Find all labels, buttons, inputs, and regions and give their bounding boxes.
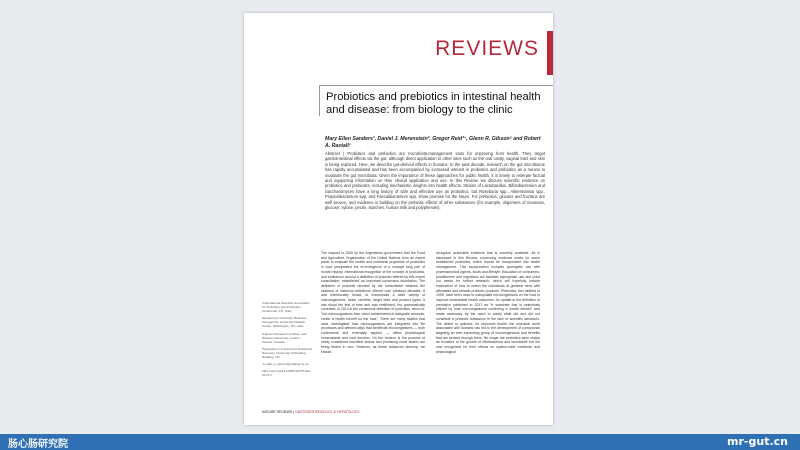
bottom-banner [0, 434, 800, 450]
affiliation-1: ¹International Scientific Association for Probiotics and Prebiotics, Centennial, CO, USA. [262, 301, 310, 314]
affiliation-3: ³Lawson Research Institute, and Western University, London, Ontario, Canada. [262, 331, 307, 344]
abstract-text: Abstract | Probiotics and prebiotics are microbiota-management tools for improving host health. They target gastrointestinal effects via the gut, although direct application to other sites such as the oral cavity, vaginal tract and skin is being explored. Here, we describe gut-derived effects in humans. In the past decade, research on the gut microbiome has rapidly accumulated and has been accompanied by increased interest in probiotics and prebiotics as a means to modulate the gut microbiota. Given the importance of these approaches for public health, it is timely to reiterate factual and supporting information on their clinical application and use. In this Review, we discuss scientific evidence on probiotics and prebiotics, including mechanistic insights into health effects. Strains of Lactobacillus, Bifidobacterium and Saccharomyces have a long history of safe and effective use as probiotics, but Roseburia spp., Akkermansia spp., Propionibacterium spp. and Faecalibacterium spp. show promise for the future. For prebiotics, glucans and fructans are well proven, and evidence is building on the prebiotic effects of other substances (for example, oligomers of mannose, glucose, xylose, pectin, starches, human milk and polyphenols). [325, 151, 545, 211]
affiliations [262, 301, 312, 380]
correspondence-email[interactable]: *e-mail: g.r.gibson@reading.ac.uk [262, 362, 309, 367]
affiliation-2: ²Department of Family Medicine, Georgetown University Medical Center, Washington, DC, USA. [262, 316, 307, 329]
brand-name: 肠心肠研究院 [8, 439, 68, 450]
body-column-right: recognize actionable evidence that is currently available. As is discussed in this Review, convincing evidence exists for some established probiotics, which should be incorporated into health management. This incorporation includes synergistic use with pharmaceutical agents, foods and lifestyle. Education of consumers, practitioners and regulators will facilitate appropriate use and point out needs for further research, which will hopefully include exploration of how to match the individuals at greatest need with affordable and reliable probiotic products. Prebiotics, first defined in 1995, have been used to manipulate microorganisms on the host to improve measurable health outcomes. An update to the definition of prebiotics published in 2017 as "a substrate that is selectively utilized by host microorganisms conferring a health benefit" was made necessary by the need to clarify what did and did not constitute a prebiotic substance in the face of scientific advances. The desire to optimize, for improved health, the microbial world associated with humans has led to the development of compounds targeting an ever-expanding group of microorganisms and benefits that are derived through them. No longer are prebiotics seen simply as boosters of the growth of bifidobacteria and lactobacilli but are now recognized for their effects on system-wide metabolic and physiological [436, 251, 540, 354]
paper-page [244, 13, 553, 425]
footer-journal: GASTROENTEROLOGY & HEPATOLOGY [295, 410, 360, 414]
doi-link[interactable]: https://doi.org/10.1038/s41575-019-0173-3 [262, 369, 312, 378]
site-url[interactable]: mr-gut.cn [727, 435, 788, 448]
section-color-bar [547, 31, 553, 75]
footer-publisher: NATURE REVIEWS [262, 410, 293, 414]
article-title: Probiotics and prebiotics in intestinal health and disease: from biology to the clinic [319, 85, 553, 116]
section-label: REVIEWS [435, 37, 539, 60]
body-column-left: The request in 2000 by the Argentinian government that the Food and Agriculture Organization of the United Nations form an expert panel to evaluate the health and nutritional properties of probiotics in food precipitated the re-emergence of a concept long part of human history. International recognition of the concept of probiotics, and endeavour around a definition of probiotic offered by this expert consultation; established an important consensus foundation. The definition of probiotic decided by the consultation retained the essence of historical definitions offered over previous decades. It was intentionally broad, to encompass a wide variety of microorganisms, hosts, benefits, target sites and product types. It has stood the test of time and was reaffirmed, but grammatically corrected, in 2014 in the consensus definition of probiotics, which is: "live microorganisms that, when administered in adequate amounts, confer a health benefit on the host". There are many studies that have investigated how microorganisms are integrated into life processes and defined ways that beneficial microorganisms — both commensal and externally applied — affect physiological homeostasis and host function. On the horizon is the promise of newly considered microbial strains and promising novel strains are being tested in vivo. However, as these advances develop, we should [321, 251, 425, 354]
journal-footer: NATURE REVIEWS | GASTROENTEROLOGY & HEPATOLOGY [262, 410, 360, 414]
author-list: Mary Ellen Sanders¹, Daniel J. Merenstein², Gregor Reid³⁴, Glenn R. Gibson⁵ and Robert A. Rastall⁵ [325, 136, 541, 149]
affiliation-5: ⁵Department of Food and Nutritional Sciences, University of Reading, Reading, UK. [262, 346, 312, 360]
